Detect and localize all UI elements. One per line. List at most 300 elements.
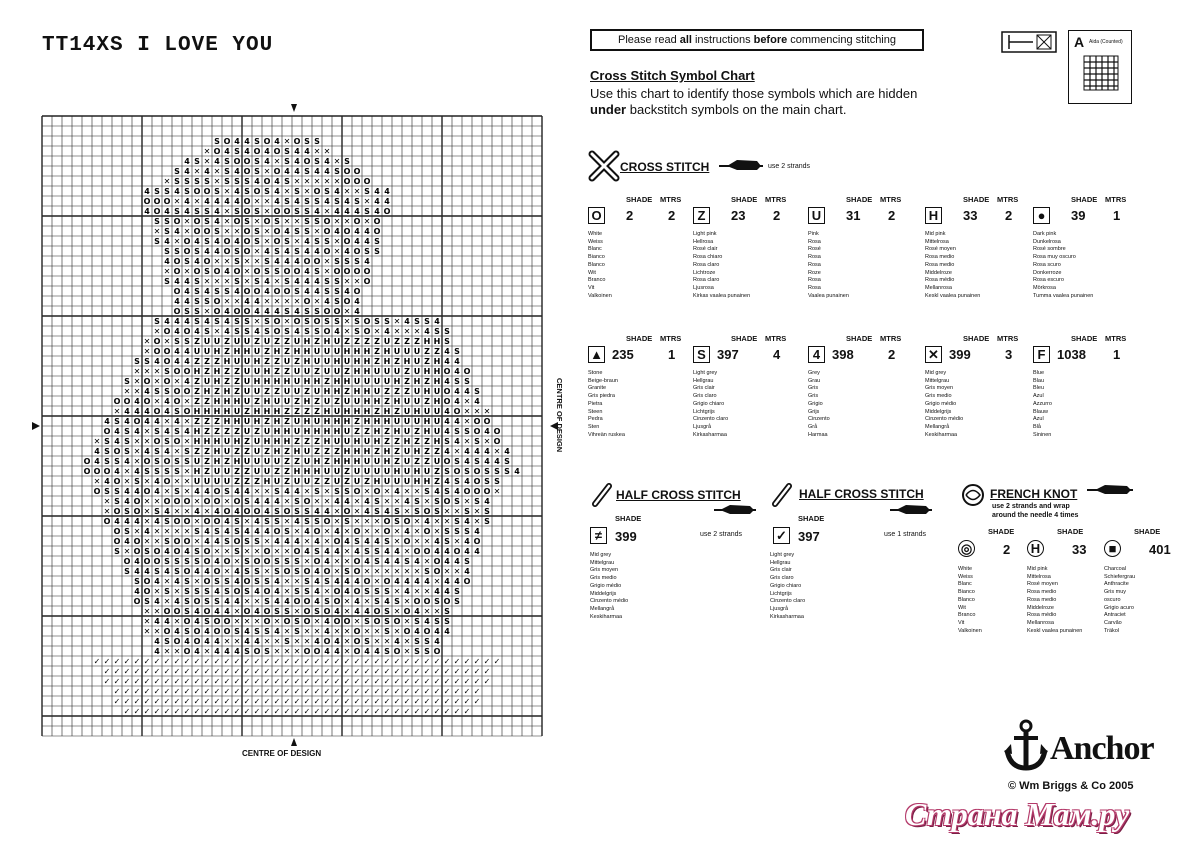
grid-symbol: Z: [404, 337, 410, 346]
grid-symbol: 4: [364, 537, 370, 546]
grid-symbol: Z: [334, 397, 340, 406]
grid-symbol: 4: [344, 537, 350, 546]
grid-symbol: ✕: [323, 527, 331, 536]
half-cross-icon-2: [771, 482, 793, 508]
grid-symbol: U: [403, 397, 411, 406]
grid-symbol: S: [154, 457, 160, 466]
grid-symbol: ✓: [143, 707, 151, 716]
grid-symbol: S: [294, 567, 300, 576]
grid-symbol: Z: [334, 447, 340, 456]
grid-symbol: U: [363, 377, 371, 386]
grid-symbol: ✕: [383, 637, 391, 646]
grid-symbol: 4: [184, 297, 190, 306]
grid-symbol: U: [293, 337, 301, 346]
grid-symbol: ✓: [253, 677, 261, 686]
grid-symbol: U: [223, 437, 231, 446]
grid-symbol: ✓: [223, 667, 231, 676]
grid-symbol: ✓: [393, 657, 401, 666]
grid-symbol: ✕: [173, 377, 181, 386]
grid-symbol: ✕: [163, 337, 171, 346]
grid-symbol: S: [284, 307, 290, 316]
grid-symbol: O: [403, 537, 411, 546]
grid-symbol: S: [274, 607, 280, 616]
grid-symbol: 4: [244, 527, 250, 536]
grid-symbol: ✓: [383, 667, 391, 676]
colour-name: Grijs: [808, 408, 820, 415]
colour-name: Grigio acuro: [1104, 604, 1134, 611]
grid-symbol: 4: [344, 287, 350, 296]
grid-symbol: U: [353, 397, 361, 406]
grid-symbol: 4: [454, 437, 460, 446]
grid-symbol: S: [154, 237, 160, 246]
grid-symbol: ✕: [363, 597, 371, 606]
grid-symbol: O: [273, 147, 281, 156]
grid-symbol: H: [263, 377, 271, 386]
grid-symbol: ✓: [153, 697, 161, 706]
grid-symbol: 4: [204, 487, 210, 496]
grid-symbol: U: [283, 357, 291, 366]
grid-symbol: O: [213, 147, 221, 156]
grid-symbol: S: [314, 267, 320, 276]
grid-symbol: S: [214, 137, 220, 146]
grid-symbol: 4: [114, 437, 120, 446]
colour-name: Vit: [588, 284, 595, 291]
grid-symbol: ✕: [263, 227, 271, 236]
grid-symbol: H: [373, 477, 381, 486]
grid-symbol: ✓: [393, 687, 401, 696]
pattern-title: TT14XS I LOVE YOU: [42, 34, 274, 57]
grid-symbol: O: [173, 637, 181, 646]
grid-symbol: O: [473, 487, 481, 496]
grid-symbol: S: [164, 517, 170, 526]
grid-symbol: O: [233, 217, 241, 226]
shade-label: SHADE: [1071, 195, 1098, 204]
grid-symbol: S: [354, 257, 360, 266]
grid-symbol: Z: [264, 447, 270, 456]
colour-name: Gris claro: [693, 393, 717, 400]
grid-symbol: 4: [254, 527, 260, 536]
grid-symbol: H: [303, 347, 311, 356]
grid-symbol: U: [193, 457, 201, 466]
grid-symbol: H: [283, 377, 291, 386]
grid-symbol: ✕: [203, 307, 211, 316]
grid-symbol: 4: [324, 547, 330, 556]
grid-symbol: H: [423, 417, 431, 426]
grid-symbol: H: [283, 427, 291, 436]
grid-symbol: H: [323, 387, 331, 396]
grid-symbol: 4: [394, 577, 400, 586]
grid-symbol: ✕: [323, 147, 331, 156]
grid-symbol: S: [194, 587, 200, 596]
grid-symbol: 4: [204, 637, 210, 646]
grid-symbol: ✕: [473, 517, 481, 526]
grid-symbol: 4: [454, 367, 460, 376]
grid-symbol: H: [393, 467, 401, 476]
grid-symbol: O: [173, 517, 181, 526]
grid-symbol: O: [343, 177, 351, 186]
grid-symbol: S: [204, 217, 210, 226]
colour-name: Blanco: [588, 261, 605, 268]
grid-symbol: 4: [314, 167, 320, 176]
grid-symbol: 4: [464, 567, 470, 576]
grid-symbol: S: [434, 327, 440, 336]
grid-symbol: S: [234, 527, 240, 536]
grid-symbol: 4: [214, 607, 220, 616]
grid-symbol: ✕: [333, 247, 341, 256]
grid-symbol: S: [124, 377, 130, 386]
grid-symbol: ✓: [433, 667, 441, 676]
grid-symbol: S: [184, 447, 190, 456]
grid-symbol: Z: [374, 347, 380, 356]
grid-symbol: ✓: [333, 687, 341, 696]
grid-symbol: ✕: [363, 517, 371, 526]
grid-symbol: 4: [254, 177, 260, 186]
grid-symbol: 4: [134, 467, 140, 476]
grid-symbol: H: [333, 377, 341, 386]
grid-symbol: S: [444, 487, 450, 496]
grid-symbol: 4: [294, 307, 300, 316]
grid-symbol: ✕: [213, 277, 221, 286]
grid-symbol: S: [214, 187, 220, 196]
grid-symbol: ✓: [133, 677, 141, 686]
grid-symbol: ✓: [473, 687, 481, 696]
grid-symbol: 4: [194, 567, 200, 576]
grid-symbol: H: [373, 397, 381, 406]
colour-name: Charcoal: [1104, 566, 1127, 572]
grid-symbol: ✓: [383, 677, 391, 686]
grid-symbol: 4: [214, 537, 220, 546]
colour-name: Cinzento claro: [693, 416, 729, 423]
grid-symbol: 4: [204, 287, 210, 296]
grid-symbol: 4: [404, 577, 410, 586]
grid-symbol: ✓: [253, 667, 261, 676]
grid-symbol: O: [173, 497, 181, 506]
grid-symbol: O: [183, 567, 191, 576]
grid-symbol: ✕: [253, 487, 261, 496]
grid-symbol: ✓: [203, 657, 211, 666]
grid-symbol: S: [294, 587, 300, 596]
grid-symbol: S: [194, 307, 200, 316]
grid-symbol: ✓: [253, 657, 261, 666]
grid-symbol: ✕: [363, 567, 371, 576]
grid-symbol: 4: [334, 187, 340, 196]
grid-symbol: S: [364, 207, 370, 216]
grid-symbol: S: [284, 607, 290, 616]
grid-symbol: 4: [124, 417, 130, 426]
grid-symbol: O: [183, 387, 191, 396]
grid-symbol: H: [213, 367, 221, 376]
grid-symbol: 4: [504, 447, 510, 456]
grid-symbol: Z: [224, 347, 230, 356]
grid-symbol: ✓: [443, 697, 451, 706]
grid-symbol: 4: [304, 287, 310, 296]
grid-symbol: ✕: [333, 217, 341, 226]
grid-symbol: ✕: [433, 527, 441, 536]
grid-symbol: ✕: [333, 627, 341, 636]
grid-symbol: 4: [444, 547, 450, 556]
grid-symbol: O: [283, 267, 291, 276]
grid-symbol: O: [93, 467, 101, 476]
grid-symbol: Z: [224, 457, 230, 466]
grid-symbol: U: [273, 477, 281, 486]
grid-symbol: ✕: [353, 507, 361, 516]
grid-symbol: ✕: [393, 527, 401, 536]
grid-symbol: U: [233, 407, 241, 416]
grid-symbol: 4: [184, 317, 190, 326]
shade-label: SHADE: [1057, 527, 1084, 536]
grid-symbol: 4: [144, 527, 150, 536]
grid-symbol: O: [183, 237, 191, 246]
grid-symbol: 4: [484, 497, 490, 506]
grid-symbol: Z: [314, 407, 320, 416]
grid-symbol: 4: [384, 547, 390, 556]
grid-symbol: Z: [284, 337, 290, 346]
grid-symbol: ✕: [173, 237, 181, 246]
grid-symbol: Z: [194, 387, 200, 396]
grid-symbol: S: [194, 297, 200, 306]
grid-symbol: Z: [244, 477, 250, 486]
grid-symbol: O: [443, 597, 451, 606]
grid-symbol: ✓: [433, 707, 441, 716]
grid-symbol: S: [374, 597, 380, 606]
grid-symbol: H: [313, 377, 321, 386]
grid-symbol: ✕: [163, 527, 171, 536]
grid-symbol: O: [293, 137, 301, 146]
grid-symbol: O: [183, 407, 191, 416]
grid-symbol: O: [173, 267, 181, 276]
grid-symbol: 4: [154, 597, 160, 606]
grid-symbol: S: [284, 157, 290, 166]
grid-symbol: H: [273, 437, 281, 446]
grid-symbol: ✕: [343, 627, 351, 636]
grid-symbol: 4: [184, 377, 190, 386]
grid-symbol: S: [204, 207, 210, 216]
grid-symbol: 4: [514, 467, 520, 476]
grid-symbol: ✕: [413, 487, 421, 496]
grid-symbol: S: [104, 487, 110, 496]
grid-symbol: H: [303, 337, 311, 346]
colour-name: Mittelrosa: [925, 238, 949, 245]
grid-symbol: 4: [184, 547, 190, 556]
grid-symbol: U: [403, 457, 411, 466]
colour-name: Dunkelrosa: [1033, 238, 1061, 245]
grid-symbol: ✓: [453, 697, 461, 706]
grid-symbol: ✕: [223, 227, 231, 236]
grid-symbol: ✓: [373, 707, 381, 716]
grid-symbol: ✕: [303, 187, 311, 196]
grid-symbol: S: [184, 627, 190, 636]
grid-symbol: S: [114, 497, 120, 506]
grid-symbol: ✕: [153, 587, 161, 596]
grid-symbol: ✓: [413, 667, 421, 676]
grid-symbol: H: [433, 357, 441, 366]
grid-symbol: Z: [324, 377, 330, 386]
shade-number: 31: [846, 208, 861, 223]
grid-symbol: 4: [204, 537, 210, 546]
colour-name: Lichtgrijs: [693, 408, 715, 415]
colour-name: Gris: [808, 393, 819, 400]
grid-symbol: ✓: [393, 667, 401, 676]
grid-symbol: H: [233, 397, 241, 406]
grid-symbol: ✓: [173, 697, 181, 706]
grid-symbol: O: [223, 247, 231, 256]
grid-symbol: S: [234, 317, 240, 326]
grid-symbol: ✓: [223, 707, 231, 716]
grid-symbol: ✕: [143, 607, 151, 616]
grid-symbol: 4: [354, 577, 360, 586]
grid-symbol: ✕: [343, 277, 351, 286]
grid-symbol: O: [293, 317, 301, 326]
grid-symbol: S: [374, 507, 380, 516]
grid-symbol: O: [143, 197, 151, 206]
grid-symbol: 4: [304, 547, 310, 556]
grid-symbol: U: [433, 387, 441, 396]
grid-symbol: ✓: [213, 677, 221, 686]
anchor-brand: Anchor: [1050, 730, 1154, 767]
grid-symbol: 4: [344, 497, 350, 506]
grid-symbol: ✕: [303, 537, 311, 546]
grid-symbol: O: [243, 507, 251, 516]
grid-symbol: O: [163, 347, 171, 356]
shade-number: 2: [626, 208, 634, 223]
grid-symbol: U: [393, 347, 401, 356]
grid-symbol: S: [424, 567, 430, 576]
grid-symbol: ✓: [163, 657, 171, 666]
grid-symbol: ✕: [493, 487, 501, 496]
colour-names: [958, 566, 982, 635]
grid-symbol: 4: [224, 607, 230, 616]
grid-symbol: ✕: [463, 397, 471, 406]
grid-symbol: S: [244, 537, 250, 546]
grid-symbol: 4: [224, 317, 230, 326]
grid-symbol: O: [223, 617, 231, 626]
grid-symbol: H: [203, 387, 211, 396]
grid-symbol: 4: [364, 557, 370, 566]
grid-symbol: 4: [364, 227, 370, 236]
grid-symbol: O: [203, 227, 211, 236]
colour-name: Hellgrau: [693, 377, 714, 384]
grid-symbol: H: [423, 337, 431, 346]
grid-symbol: ✕: [153, 227, 161, 236]
shade-number: 398: [832, 347, 854, 362]
grid-symbol: H: [213, 447, 221, 456]
grid-symbol: S: [234, 627, 240, 636]
grid-symbol: ✕: [183, 467, 191, 476]
grid-symbol: ✕: [343, 607, 351, 616]
grid-symbol: S: [444, 617, 450, 626]
grid-symbol: 4: [444, 447, 450, 456]
grid-symbol: 4: [164, 567, 170, 576]
grid-symbol: 4: [354, 237, 360, 246]
grid-symbol: 4: [434, 627, 440, 636]
grid-symbol: S: [484, 507, 490, 516]
grid-symbol: O: [213, 567, 221, 576]
grid-symbol: ✕: [283, 517, 291, 526]
grid-symbol: H: [193, 367, 201, 376]
grid-symbol: S: [254, 537, 260, 546]
grid-symbol: S: [204, 587, 210, 596]
grid-symbol: O: [293, 267, 301, 276]
grid-symbol: U: [333, 337, 341, 346]
grid-symbol: O: [173, 257, 181, 266]
half-cross-title-1: HALF CROSS STITCH: [616, 488, 741, 502]
grid-symbol: ✕: [183, 487, 191, 496]
grid-symbol: U: [333, 477, 341, 486]
grid-symbol: O: [303, 567, 311, 576]
grid-symbol: 4: [454, 417, 460, 426]
colour-name: Pedra: [588, 416, 603, 423]
grid-symbol: 4: [274, 597, 280, 606]
grid-symbol: ✕: [253, 617, 261, 626]
colour-name: Vaalea punainen: [808, 292, 849, 299]
grid-symbol: Z: [204, 357, 210, 366]
grid-symbol: O: [403, 627, 411, 636]
grid-symbol: H: [343, 417, 351, 426]
grid-symbol: H: [383, 407, 391, 416]
grid-symbol: ✕: [203, 507, 211, 516]
grid-symbol: O: [353, 217, 361, 226]
grid-symbol: O: [273, 207, 281, 216]
grid-symbol: H: [303, 467, 311, 476]
grid-symbol: Z: [424, 397, 430, 406]
grid-symbol: Z: [314, 447, 320, 456]
grid-symbol: S: [144, 547, 150, 556]
grid-symbol: ✕: [263, 207, 271, 216]
grid-symbol: O: [353, 587, 361, 596]
grid-symbol: S: [304, 167, 310, 176]
grid-symbol: 4: [444, 417, 450, 426]
grid-symbol: 4: [114, 467, 120, 476]
grid-symbol: Z: [294, 457, 300, 466]
grid-symbol: Z: [424, 347, 430, 356]
symbol-box: H: [1027, 540, 1044, 557]
grid-symbol: H: [223, 357, 231, 366]
grid-symbol: ✕: [283, 137, 291, 146]
grid-symbol: S: [264, 317, 270, 326]
grid-symbol: ✓: [443, 657, 451, 666]
grid-symbol: ✕: [153, 367, 161, 376]
grid-symbol: ✓: [293, 677, 301, 686]
grid-symbol: ✕: [453, 507, 461, 516]
grid-symbol: Z: [404, 377, 410, 386]
colour-name: Hellgrau: [770, 559, 791, 566]
grid-symbol: U: [223, 477, 231, 486]
grid-symbol: S: [174, 207, 180, 216]
grid-symbol: ✓: [243, 687, 251, 696]
grid-symbol: S: [264, 267, 270, 276]
grid-symbol: ✕: [303, 627, 311, 636]
grid-symbol: Z: [294, 437, 300, 446]
grid-symbol: 4: [264, 287, 270, 296]
grid-symbol: ✓: [193, 707, 201, 716]
grid-symbol: ✓: [163, 667, 171, 676]
grid-symbol: S: [454, 497, 460, 506]
grid-symbol: H: [323, 437, 331, 446]
grid-symbol: S: [414, 637, 420, 646]
shade-number: 401: [1149, 542, 1171, 557]
grid-symbol: ✕: [183, 507, 191, 516]
grid-symbol: 4: [314, 597, 320, 606]
aida-letter: A: [1074, 34, 1085, 50]
grid-symbol: S: [254, 227, 260, 236]
grid-symbol: ✓: [143, 657, 151, 666]
grid-symbol: S: [314, 197, 320, 206]
grid-symbol: O: [253, 187, 261, 196]
grid-symbol: ✕: [463, 437, 471, 446]
grid-symbol: ✕: [403, 547, 411, 556]
grid-symbol: Z: [374, 337, 380, 346]
colour-name: Vihreän ruskea: [588, 431, 625, 438]
